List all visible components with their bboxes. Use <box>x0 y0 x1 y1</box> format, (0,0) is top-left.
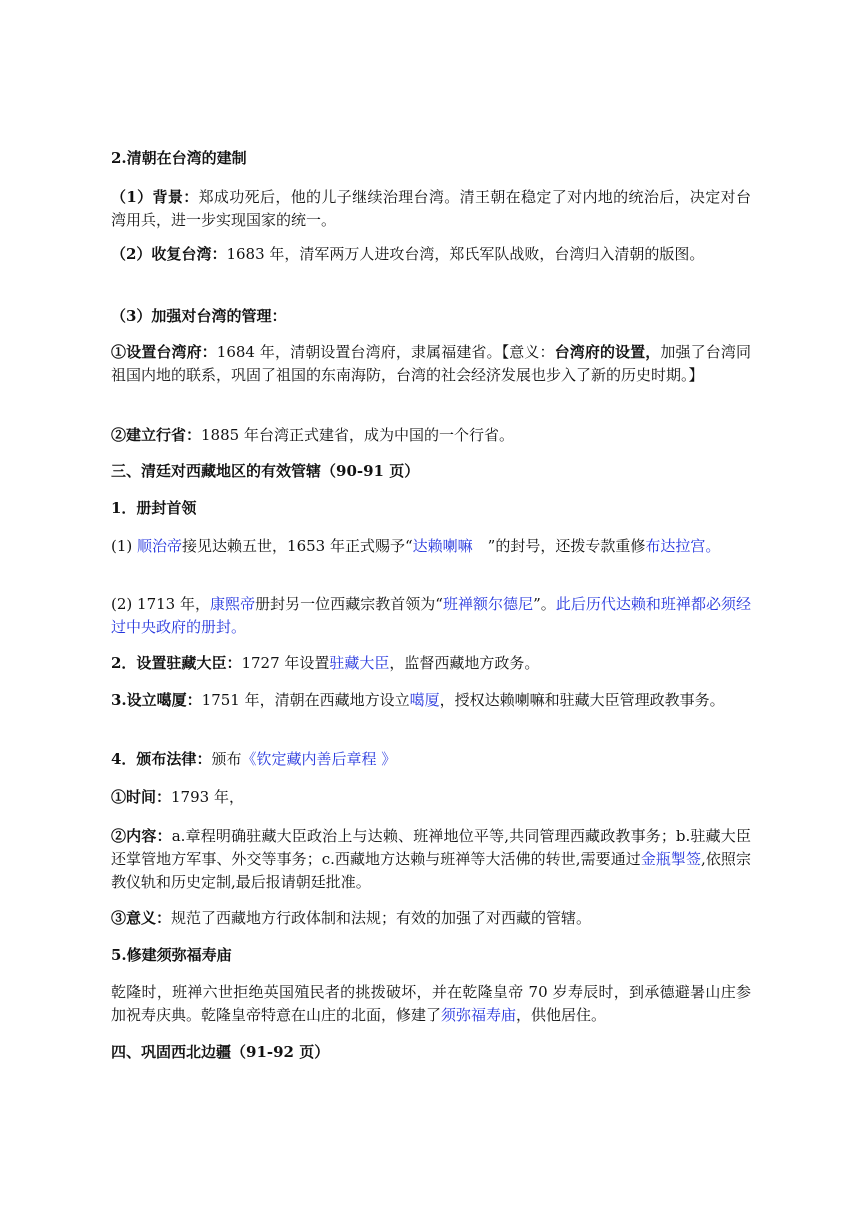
meaning-label: ③意义： <box>111 909 172 927</box>
law-link[interactable]: 《钦定藏内善后章程 》 <box>241 750 397 768</box>
recover-paragraph <box>111 243 751 266</box>
recover-label: （2）收复台湾： <box>111 245 227 263</box>
meaning-text: 规范了西藏地方行政体制和法规；有效的加强了对西藏的管辖。 <box>171 909 592 927</box>
content-label: ②内容： <box>111 827 172 845</box>
taiwan-fu-paragraph <box>111 341 751 387</box>
gaxia-paragraph <box>111 689 751 712</box>
gaxia-text-2: ，授权达赖喇嘛和驻藏大臣管理政教事务。 <box>439 691 725 709</box>
law-paragraph <box>111 748 751 771</box>
content-text-2: ,依照宗教仪轨和历史定制,最后报请朝廷批准。 <box>111 850 751 891</box>
cefeng-1-text-1: 接见达赖五世，1653 年正式赐予“ <box>182 537 413 555</box>
time-text: 1793 年， <box>171 788 244 806</box>
content-text-1: a.章程明确驻藏大臣政治上与达赖、班禅地位平等,共同管理西藏政教事务；b.驻藏大臣还掌管地方军事、外交等事务；c.西藏地方达赖与班禅等大活佛的转世,需要通过 <box>111 827 751 868</box>
gaxia-label: 3.设立噶厦： <box>111 691 202 709</box>
zhuzang-link[interactable]: 驻藏大臣 <box>329 654 390 672</box>
background-label: （1）背景： <box>111 188 199 206</box>
province-paragraph <box>111 424 751 447</box>
recover-text: 1683 年，清军两万人进攻台湾，郑氏军队战败，台湾归入清朝的版图。 <box>226 245 705 263</box>
cefeng-1-text-2: ”的封号，还拨专款重修 <box>487 537 646 555</box>
content-paragraph <box>111 825 751 894</box>
tibet-heading: 三、清廷对西藏地区的有效管辖（90-91 页） <box>111 462 420 480</box>
gaxia-text-1: 1751 年，清朝在西藏地方设立 <box>201 691 410 709</box>
northwest-heading: 四、巩固西北边疆（91-92 页） <box>111 1043 330 1061</box>
background-text: 郑成功死后，他的儿子继续治理台湾。清王朝在稳定了对内地的统治后，决定对台湾用兵，进一步实现国家的统一。 <box>111 188 751 229</box>
taiwan-fu-text-1: 1684 年，清朝设置台湾府，隶属福建省。【意义： <box>216 343 555 361</box>
cefeng-item-1 <box>111 535 751 558</box>
potala-link[interactable]: 布达拉宫。 <box>645 537 721 555</box>
dalai-link[interactable]: 达赖喇嘛 <box>412 537 488 555</box>
manage-heading: （3）加强对台湾的管理： <box>111 307 287 325</box>
zhuzang-paragraph <box>111 652 751 675</box>
temple-text-1: 乾隆时，班禅六世拒绝英国殖民者的挑拨破坏，并在乾隆皇帝 70 岁寿辰时，到承德避暑山庄参加祝寿庆典。乾隆皇帝特意在山庄的北面，修建了 <box>111 983 751 1024</box>
cefeng-2-prefix: (2) 1713 年， <box>111 595 211 613</box>
cefeng-item-2 <box>111 593 751 639</box>
zhuzang-text-2: ，监督西藏地方政务。 <box>389 654 540 672</box>
law-text: 颁布 <box>211 750 242 768</box>
cefeng-2-text-2: ”。 <box>533 595 556 613</box>
kangxi-link[interactable]: 康熙帝 <box>210 595 256 613</box>
taiwan-fu-label: ①设置台湾府： <box>111 343 217 361</box>
taiwan-fu-text-2: 加强了台湾同祖国内地的联系，巩固了祖国的东南海防，台湾的社会经济发展也步入了新的历史时期。】 <box>111 343 751 384</box>
time-label: ①时间： <box>111 788 172 806</box>
gaxia-link[interactable]: 噶厦 <box>409 691 440 709</box>
zhuzang-label: 2．设置驻藏大臣： <box>111 654 242 672</box>
background-paragraph <box>111 186 751 232</box>
section2-title: 2.清朝在台湾的建制 <box>111 149 247 167</box>
meaning-paragraph <box>111 907 751 930</box>
panchen-link[interactable]: 班禅额尔德尼 <box>442 595 534 613</box>
time-paragraph <box>111 786 751 809</box>
zhuzang-text-1: 1727 年设置 <box>241 654 330 672</box>
cefeng-note-link[interactable]: 此后历代达赖和班禅都必须经过中央政府的册封。 <box>111 595 751 636</box>
province-label: ②建立行省： <box>111 426 202 444</box>
taiwan-fu-bold: 台湾府的设置， <box>554 343 661 361</box>
cefeng-title: 1．册封首领 <box>111 499 197 517</box>
law-label: 4．颁布法律： <box>111 750 212 768</box>
temple-paragraph <box>111 981 751 1027</box>
province-text: 1885 年台湾正式建省，成为中国的一个行省。 <box>201 426 514 444</box>
shunzhi-link[interactable]: 顺治帝 <box>137 537 183 555</box>
temple-title: 5.修建须弥福寿庙 <box>111 946 232 964</box>
cefeng-2-text-1: 册封另一位西藏宗教首领为“ <box>255 595 443 613</box>
temple-link[interactable]: 须弥福寿庙 <box>441 1006 517 1024</box>
temple-text-2: ，供他居住。 <box>516 1006 607 1024</box>
golden-urn-link[interactable]: 金瓶掣签 <box>640 850 702 868</box>
cefeng-1-prefix: (1) <box>111 537 138 555</box>
